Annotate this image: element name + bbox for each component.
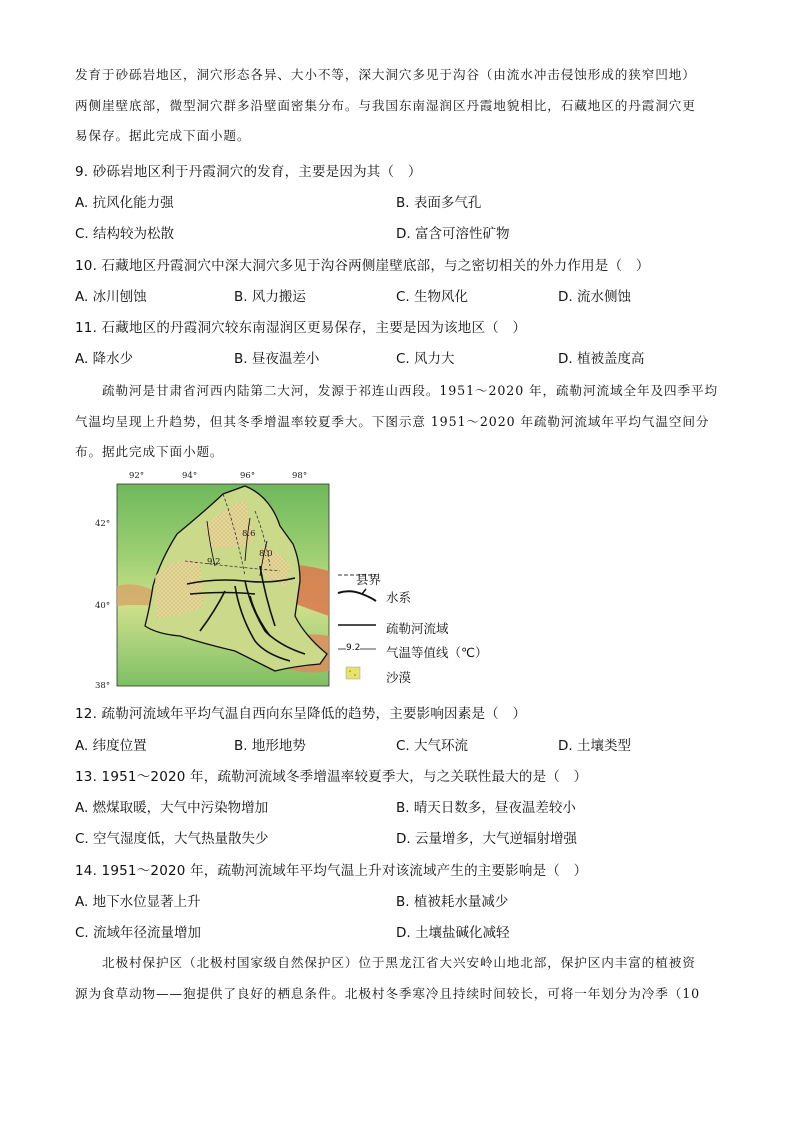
q12-option-d: D. 土壤类型: [558, 738, 631, 754]
q12-option-b: B. 地形地势: [234, 738, 306, 754]
lon-label-92: 92°: [129, 471, 145, 481]
q14-option-d: D. 土壤盐碱化减轻: [396, 925, 510, 941]
sule-river-temperature-map: [95, 466, 335, 692]
legend-river-label: 水系: [386, 590, 412, 605]
q9-option-a: A. 抗风化能力强: [75, 195, 174, 211]
passage-2-line-1: 疏勒河是甘肃省河西内陆第二大河，发源于祁连山西段。1951～2020 年，疏勒河流域全年及四季平均: [102, 383, 718, 398]
q11-option-a: A. 降水少: [75, 351, 134, 367]
q12-option-a: A. 纬度位置: [75, 738, 147, 754]
legend-basin-label: 疏勒河流域: [386, 621, 449, 636]
question-14-stem: 14. 1951～2020 年，疏勒河流域年平均气温上升对该流域产生的主要影响是（ ）: [75, 863, 588, 879]
passage-2-line-2: 气温均呈现上升趋势，但其冬季增温率较夏季大。下图示意 1951～2020 年疏勒河流域年平均气温空间分: [75, 413, 710, 429]
q13-option-a: A. 燃煤取暖，大气中污染物增加: [75, 800, 269, 816]
q10-option-c: C. 生物风化: [396, 289, 469, 305]
legend-county-border-label: 县界: [356, 572, 382, 587]
legend-isotherm-label: 气温等值线（℃）: [386, 645, 488, 660]
passage-1: [75, 60, 725, 152]
passage-1-line-3: 易保存。据此完成下面小题。: [75, 128, 251, 143]
lon-label-96: 96°: [240, 471, 256, 481]
q12-option-c: C. 大气环流: [396, 738, 469, 754]
legend-river-symbol: [338, 591, 376, 601]
isotherm-label-8-0: 8.0: [259, 549, 273, 559]
q10-option-d: D. 流水侧蚀: [558, 289, 631, 305]
legend-isotherm-sample: 9.2: [346, 643, 361, 653]
lat-label-38: 38°: [95, 681, 111, 691]
lon-label-94: 94°: [182, 471, 198, 481]
q11-option-c: C. 风力大: [396, 351, 455, 367]
passage-3-line-2: 源为食草动物——狍提供了良好的栖息条件。北极村冬季寒冷且持续时间较长，可将一年划分为冷季（10: [75, 985, 701, 1001]
isotherm-label-8-6: 8.6: [242, 529, 256, 539]
question-11-stem: 11. 石藏地区的丹霞洞穴较东南湿润区更易保存，主要是因为该地区（ ）: [75, 320, 527, 336]
lat-label-40: 40°: [95, 601, 111, 611]
legend-desert-label: 沙漠: [386, 670, 412, 685]
q11-option-d: D. 植被盖度高: [558, 351, 645, 367]
passage-2-line-3: 布。据此完成下面小题。: [75, 444, 224, 459]
q9-option-c: C. 结构较为松散: [75, 226, 175, 242]
q13-option-d: D. 云量增多，大气逆辐射增强: [396, 831, 577, 847]
q13-option-c: C. 空气湿度低，大气热量散失少: [75, 831, 269, 847]
passage-3-line-1: 北极村保护区（北极村国家级自然保护区）位于黑龙江省大兴安岭山地北部，保护区内丰富的植被资: [102, 955, 696, 970]
q14-option-b: B. 植被耗水量减少: [396, 894, 509, 910]
lon-label-98: 98°: [292, 471, 308, 481]
question-9-stem: 9. 砂砾岩地区利于丹霞洞穴的发育，主要是因为其（ ）: [75, 164, 422, 180]
q11-option-b: B. 昼夜温差小: [234, 351, 320, 367]
q9-option-b: B. 表面多气孔: [396, 195, 482, 211]
isotherm-label-9-2: 9.2: [207, 557, 221, 567]
q13-option-b: B. 晴天日数多，昼夜温差较小: [396, 800, 576, 816]
q14-option-a: A. 地下水位显著上升: [75, 894, 201, 910]
passage-1-line-1: 发育于砂砾岩地区，洞穴形态各异、大小不等，深大洞穴多见于沟谷（由流水冲击侵蚀形成的狭窄凹地）: [75, 67, 696, 82]
q10-option-b: B. 风力搬运: [234, 289, 306, 305]
question-10-stem: 10. 石藏地区丹霞洞穴中深大洞穴多见于沟谷两侧崖壁底部，与之密切相关的外力作用是（ ）: [75, 258, 650, 274]
passage-2: [75, 376, 725, 468]
q10-option-a: A. 冰川刨蚀: [75, 289, 147, 305]
passage-3: [75, 948, 725, 1009]
lat-label-42: 42°: [95, 519, 111, 529]
question-13-stem: 13. 1951～2020 年，疏勒河流域冬季增温率较夏季大，与之关联性最大的是（ ）: [75, 769, 588, 785]
legend-desert-symbol: [346, 667, 360, 679]
q9-option-d: D. 富含可溶性矿物: [396, 226, 510, 242]
q14-option-c: C. 流域年径流量增加: [75, 925, 202, 941]
passage-1-line-2: 两侧崖壁底部，微型洞穴群多沿壁面密集分布。与我国东南湿润区丹霞地貌相比，石藏地区的丹霞洞穴更: [75, 97, 696, 113]
question-12-stem: 12. 疏勒河流域年平均气温自西向东呈降低的趋势，主要影响因素是（ ）: [75, 706, 527, 722]
